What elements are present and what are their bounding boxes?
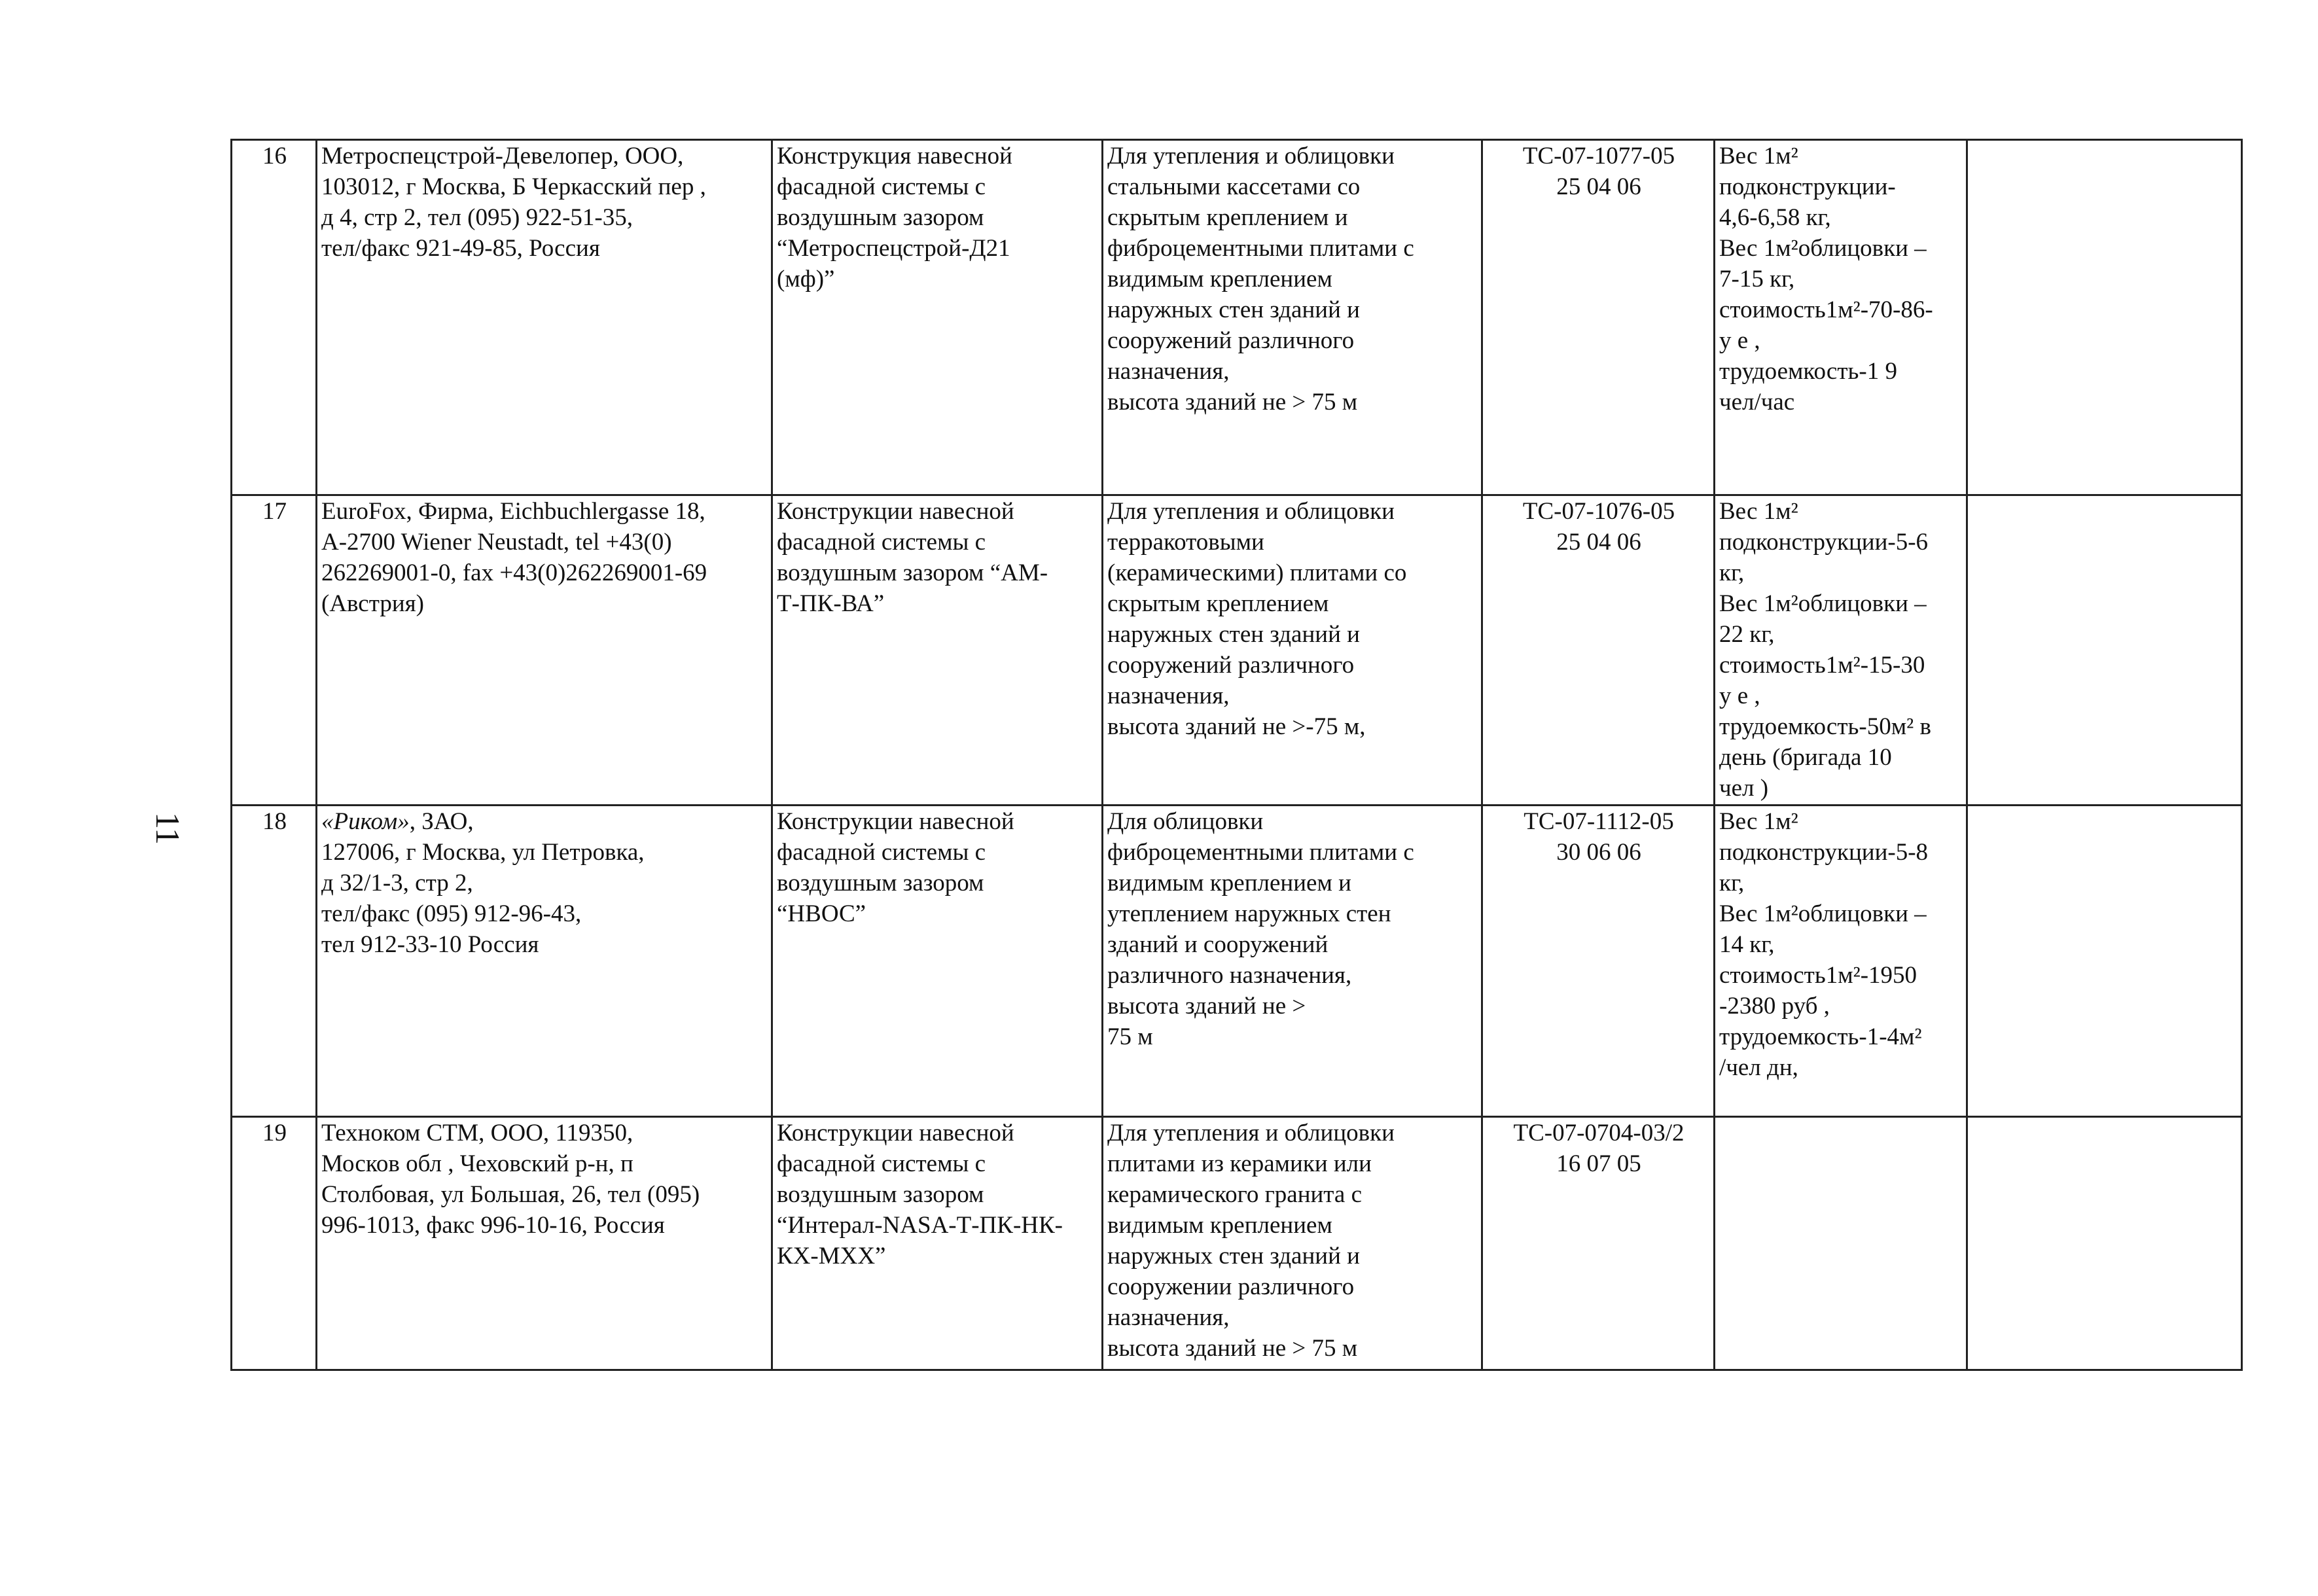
notes-cell bbox=[1967, 140, 2242, 495]
product-line: фасадной системы с bbox=[777, 1150, 986, 1177]
specs-cell bbox=[1715, 806, 1967, 1117]
specs-cell bbox=[1715, 495, 1967, 806]
specs-cell bbox=[1715, 1117, 1967, 1370]
product-line: Т-ПК-ВА” bbox=[777, 590, 885, 617]
product-line: Конструкции навесной bbox=[777, 808, 1014, 835]
manufacturer-cell bbox=[317, 140, 772, 495]
manufacturer-line bbox=[321, 806, 768, 837]
product-line: “Интерал-NASA-Т-ПК-НК- bbox=[777, 1212, 1063, 1239]
certificate-line: 16 07 05 bbox=[1556, 1150, 1641, 1177]
purpose-line: видимым креплением bbox=[1107, 1212, 1332, 1239]
manufacturer-line: Москов обл , Чеховский р-н, п bbox=[321, 1150, 633, 1177]
manufacturer-line: EuroFox, Фирма, Eichbuchlergasse 18, bbox=[321, 498, 705, 525]
product-line: Конструкции навесной bbox=[777, 498, 1014, 525]
specs-line: у е , bbox=[1719, 683, 1760, 709]
manufacturer-line: Метроспецстрой-Девелопер, ООО, bbox=[321, 143, 684, 169]
page-number: 11 bbox=[149, 811, 187, 845]
product-line: Конструкции навесной bbox=[777, 1120, 1014, 1146]
product-cell bbox=[772, 806, 1103, 1117]
row-number-cell: 18 bbox=[232, 806, 317, 1117]
purpose-cell bbox=[1103, 1117, 1482, 1370]
purpose-cell bbox=[1103, 140, 1482, 495]
organization-suffix: , ЗАО, bbox=[409, 808, 474, 835]
specs-line: 7-15 кг, bbox=[1719, 266, 1795, 293]
product-line: воздушным зазором bbox=[777, 1181, 984, 1208]
specs-line: стоимость1м²-15-30 bbox=[1719, 652, 1925, 679]
purpose-line: керамического гранита с bbox=[1107, 1181, 1363, 1208]
manufacturer-line: (Австрия) bbox=[321, 590, 424, 617]
manufacturer-line: Техноком СТМ, ООО, 119350, bbox=[321, 1120, 633, 1146]
certificate-register-table bbox=[230, 139, 2243, 1371]
purpose-line: скрытым креплением и bbox=[1107, 204, 1348, 231]
manufacturer-cell bbox=[317, 1117, 772, 1370]
purpose-line: сооружений различного bbox=[1107, 327, 1355, 354]
purpose-line: зданий и сооружений bbox=[1107, 931, 1328, 958]
purpose-line: видимым креплением bbox=[1107, 266, 1332, 293]
certificate-cell bbox=[1482, 1117, 1715, 1370]
product-line: “НВОС” bbox=[777, 900, 866, 927]
purpose-line: стальными кассетами со bbox=[1107, 173, 1361, 200]
specs-line: кг, bbox=[1719, 559, 1745, 586]
specs-cell bbox=[1715, 140, 1967, 495]
specs-line: 22 кг, bbox=[1719, 621, 1775, 648]
specs-line: трудоемкость-1-4м² bbox=[1719, 1023, 1922, 1050]
manufacturer-line: д 32/1-3, стр 2, bbox=[321, 870, 473, 896]
purpose-line: наружных стен зданий и bbox=[1107, 296, 1360, 323]
manufacturer-line: тел/факс 921-49-85, Россия bbox=[321, 235, 600, 262]
purpose-line: видимым креплением и bbox=[1107, 870, 1351, 896]
specs-line: подконструкции-5-8 bbox=[1719, 839, 1929, 866]
manufacturer-line: тел 912-33-10 Россия bbox=[321, 931, 539, 958]
specs-line: стоимость1м²-70-86- bbox=[1719, 296, 1933, 323]
purpose-line: сооружении различного bbox=[1107, 1273, 1355, 1300]
certificate-line: ТС-07-1076-05 bbox=[1522, 498, 1675, 525]
purpose-line: наружных стен зданий и bbox=[1107, 1243, 1360, 1269]
specs-line: стоимость1м²-1950 bbox=[1719, 962, 1917, 989]
specs-line: подконструкции- bbox=[1719, 173, 1896, 200]
manufacturer-line: 103012, г Москва, Б Черкасский пер , bbox=[321, 173, 706, 200]
specs-line: чел/час bbox=[1719, 389, 1795, 416]
specs-line: Вес 1м² bbox=[1719, 143, 1798, 169]
certificate-cell bbox=[1482, 495, 1715, 806]
purpose-line: утеплением наружных стен bbox=[1107, 900, 1391, 927]
table-row bbox=[232, 140, 2242, 495]
organization-name: «Риком» bbox=[321, 808, 410, 835]
notes-cell bbox=[1967, 495, 2242, 806]
manufacturer-cell bbox=[317, 806, 772, 1117]
purpose-line: Для облицовки bbox=[1107, 808, 1264, 835]
certificate-line: 25 04 06 bbox=[1556, 529, 1641, 556]
purpose-line: назначения, bbox=[1107, 683, 1230, 709]
purpose-line: фиброцементными плитами с bbox=[1107, 839, 1414, 866]
product-line: воздушным зазором bbox=[777, 204, 984, 231]
specs-line: Вес 1м²облицовки – bbox=[1719, 590, 1927, 617]
specs-line: подконструкции-5-6 bbox=[1719, 529, 1929, 556]
specs-line: трудоемкость-1 9 bbox=[1719, 358, 1897, 385]
row-number-cell: 17 bbox=[232, 495, 317, 806]
purpose-line: терракотовыми bbox=[1107, 529, 1264, 556]
purpose-line: различного назначения, bbox=[1107, 962, 1352, 989]
product-line: фасадной системы с bbox=[777, 173, 986, 200]
purpose-line: назначения, bbox=[1107, 1304, 1230, 1331]
specs-line: Вес 1м² bbox=[1719, 808, 1798, 835]
manufacturer-line: 262269001-0, fax +43(0)262269001-69 bbox=[321, 559, 707, 586]
product-cell bbox=[772, 495, 1103, 806]
purpose-cell bbox=[1103, 495, 1482, 806]
purpose-line: скрытым креплением bbox=[1107, 590, 1329, 617]
product-line: воздушным зазором bbox=[777, 870, 984, 896]
product-line: воздушным зазором “АМ- bbox=[777, 559, 1048, 586]
specs-line: Вес 1м² bbox=[1719, 498, 1798, 525]
purpose-line: высота зданий не > 75 м bbox=[1107, 1335, 1358, 1362]
specs-line: день (бригада 10 bbox=[1719, 744, 1892, 771]
product-line: Конструкция навесной bbox=[777, 143, 1012, 169]
row-number-cell: 19 bbox=[232, 1117, 317, 1370]
table-row bbox=[232, 806, 2242, 1117]
purpose-line: плитами из керамики или bbox=[1107, 1150, 1372, 1177]
notes-cell bbox=[1967, 1117, 2242, 1370]
manufacturer-line: 996-1013, факс 996-10-16, Россия bbox=[321, 1212, 665, 1239]
specs-line: чел ) bbox=[1719, 775, 1769, 802]
row-number-cell: 16 bbox=[232, 140, 317, 495]
specs-line: -2380 руб , bbox=[1719, 993, 1830, 1020]
certificate-line: 25 04 06 bbox=[1556, 173, 1641, 200]
purpose-line: наружных стен зданий и bbox=[1107, 621, 1360, 648]
certificate-line: 30 06 06 bbox=[1556, 839, 1641, 866]
manufacturer-line: д 4, стр 2, тел (095) 922-51-35, bbox=[321, 204, 633, 231]
specs-line: трудоемкость-50м² в bbox=[1719, 713, 1931, 740]
certificate-line: ТС-07-1077-05 bbox=[1522, 143, 1675, 169]
specs-line: Вес 1м²облицовки – bbox=[1719, 900, 1927, 927]
purpose-line: фиброцементными плитами с bbox=[1107, 235, 1414, 262]
purpose-line: Для утепления и облицовки bbox=[1107, 1120, 1395, 1146]
purpose-line: сооружений различного bbox=[1107, 652, 1355, 679]
purpose-line: 75 м bbox=[1107, 1023, 1153, 1050]
product-line: фасадной системы с bbox=[777, 529, 986, 556]
specs-line: 14 кг, bbox=[1719, 931, 1775, 958]
purpose-line: высота зданий не > bbox=[1107, 993, 1306, 1020]
purpose-cell bbox=[1103, 806, 1482, 1117]
purpose-line: высота зданий не >-75 м, bbox=[1107, 713, 1366, 740]
certificate-line: ТС-07-1112-05 bbox=[1524, 808, 1674, 835]
product-line: “Метроспецстрой-Д21 bbox=[777, 235, 1010, 262]
purpose-line: (керамическими) плитами со bbox=[1107, 559, 1407, 586]
manufacturer-line: тел/факс (095) 912-96-43, bbox=[321, 900, 582, 927]
manufacturer-line: A-2700 Wiener Neustadt, tel +43(0) bbox=[321, 529, 672, 556]
certificate-cell bbox=[1482, 140, 1715, 495]
purpose-line: высота зданий не > 75 м bbox=[1107, 389, 1358, 416]
product-line: КХ-МХХ” bbox=[777, 1243, 886, 1269]
specs-line: у е , bbox=[1719, 327, 1760, 354]
purpose-line: назначения, bbox=[1107, 358, 1230, 385]
product-cell bbox=[772, 1117, 1103, 1370]
purpose-line: Для утепления и облицовки bbox=[1107, 498, 1395, 525]
purpose-line: Для утепления и облицовки bbox=[1107, 143, 1395, 169]
table-row bbox=[232, 495, 2242, 806]
certificate-cell bbox=[1482, 806, 1715, 1117]
manufacturer-line: 127006, г Москва, ул Петровка, bbox=[321, 839, 645, 866]
specs-line: 4,6-6,58 кг, bbox=[1719, 204, 1831, 231]
specs-line: Вес 1м²облицовки – bbox=[1719, 235, 1927, 262]
product-line: (мф)” bbox=[777, 266, 835, 293]
product-cell bbox=[772, 140, 1103, 495]
specs-line: /чел дн, bbox=[1719, 1054, 1798, 1081]
table-row bbox=[232, 1117, 2242, 1370]
manufacturer-cell bbox=[317, 495, 772, 806]
certificate-line: ТС-07-0704-03/2 bbox=[1513, 1120, 1685, 1146]
specs-line: кг, bbox=[1719, 870, 1745, 896]
manufacturer-line: Столбовая, ул Большая, 26, тел (095) bbox=[321, 1181, 700, 1208]
product-line: фасадной системы с bbox=[777, 839, 986, 866]
notes-cell bbox=[1967, 806, 2242, 1117]
